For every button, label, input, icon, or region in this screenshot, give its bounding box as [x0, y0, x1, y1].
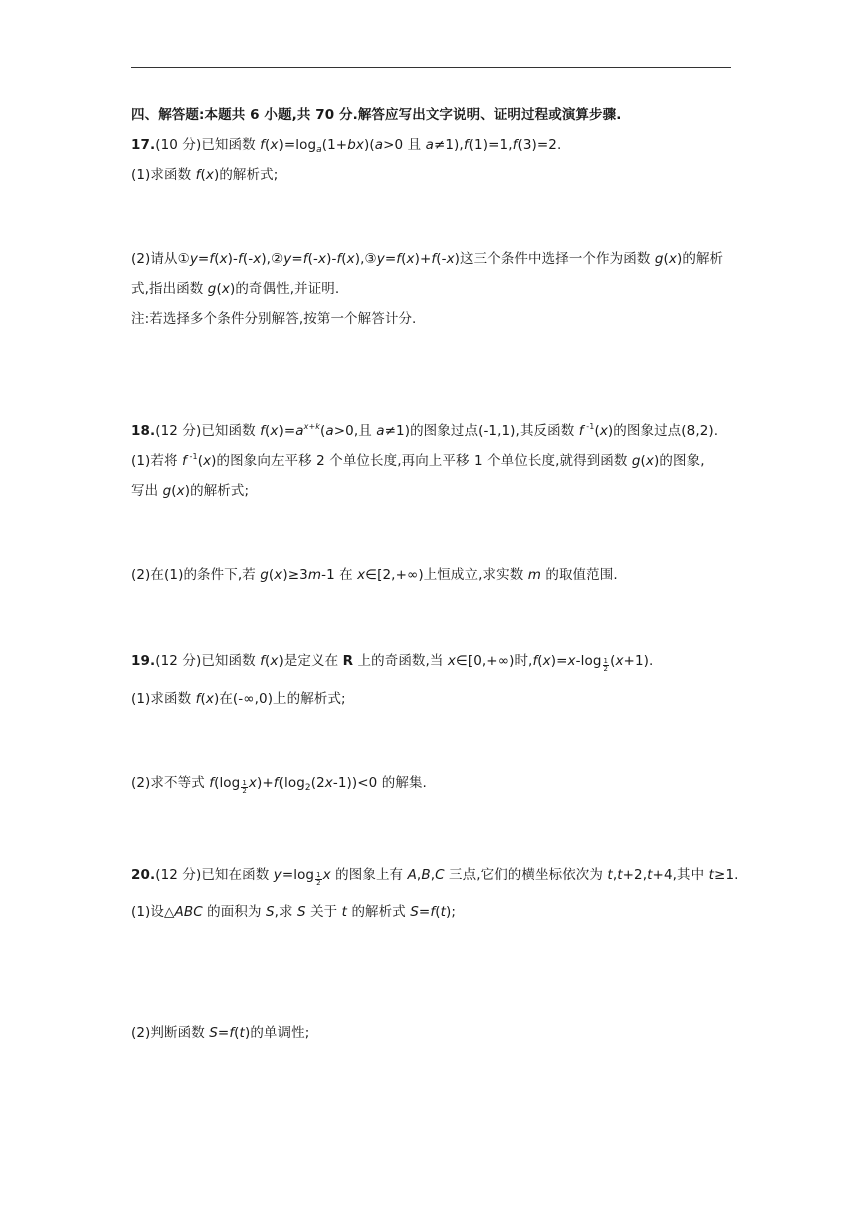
- q17-stem: 17.(10 分)已知函数 $f(x)=\log_a(1+bx)(a>0$ 且 a≠1),f(1)=1,f(3)=2.: [131, 137, 562, 155]
- q18-part2: (2)在(1)的条件下,若 g(x)≥3m-1 在 x∈[2,+∞)上恒成立,求实数 m 的取值范围.: [131, 567, 618, 583]
- q17-number: 17.: [131, 137, 156, 153]
- q18-part1-cont: 写出 g(x)的解析式;: [131, 483, 250, 499]
- q19-stem: 19.(12 分)已知函数 f(x)是定义在 R 上的奇函数,当 x∈[0,+∞)时,f(x)=x-log $\frac{1}{2}$ (x+1).: [131, 653, 654, 673]
- q17-part1: (1)求函数 f(x)的解析式;: [131, 167, 279, 183]
- section-heading: 四、解答题:本题共 6 小题,共 70 分.解答应写出文字说明、证明过程或演算步骤.: [131, 107, 622, 123]
- header-rule: [131, 67, 731, 68]
- q17-part2: (2)请从①y=f(x)-f(-x),②y=f(-x)-f(x),③y=f(x)+f(-x)这三个条件中选择一个作为函数 g(x)的解析: [131, 251, 724, 267]
- q19-part1: (1)求函数 f(x)在(-∞,0)上的解析式;: [131, 691, 346, 707]
- q18-part1: (1)若将 f $^{-1}$(x)的图象向左平移 2 个单位长度,再向上平移 1 个单位长度,就得到函数 g(x)的图象,: [131, 452, 705, 469]
- q19-part2: (2)求不等式 f(log $\frac{1}{2}$ $x)+f(\log_2(2x-1))<0$ 的解集.: [131, 775, 427, 795]
- q20-part1: (1)设△ABC 的面积为 S,求 S 关于 t 的解析式 S=f(t);: [131, 904, 456, 920]
- q17-note: 注:若选择多个条件分别解答,按第一个解答计分.: [131, 311, 417, 327]
- q19-number: 19.: [131, 653, 156, 669]
- q18-stem: 18.(12 分)已知函数 $f(x)=a^{x+k}(a>0$,且 a≠1)的图象过点(-1,1),其反函数 f $^{-1}$(x)的图象过点(8,2).: [131, 422, 719, 439]
- q17-part2-cont: 式,指出函数 g(x)的奇偶性,并证明.: [131, 281, 340, 297]
- q20-number: 20.: [131, 867, 156, 883]
- q20-part2: (2)判断函数 S=f(t)的单调性;: [131, 1025, 310, 1041]
- q20-stem: 20.(12 分)已知在函数 y=log $\frac{1}{2}$ x 的图象上有 A,B,C 三点,它们的横坐标依次为 t,t+2,t+4,其中 t≥1.: [131, 867, 739, 887]
- q18-number: 18.: [131, 423, 156, 439]
